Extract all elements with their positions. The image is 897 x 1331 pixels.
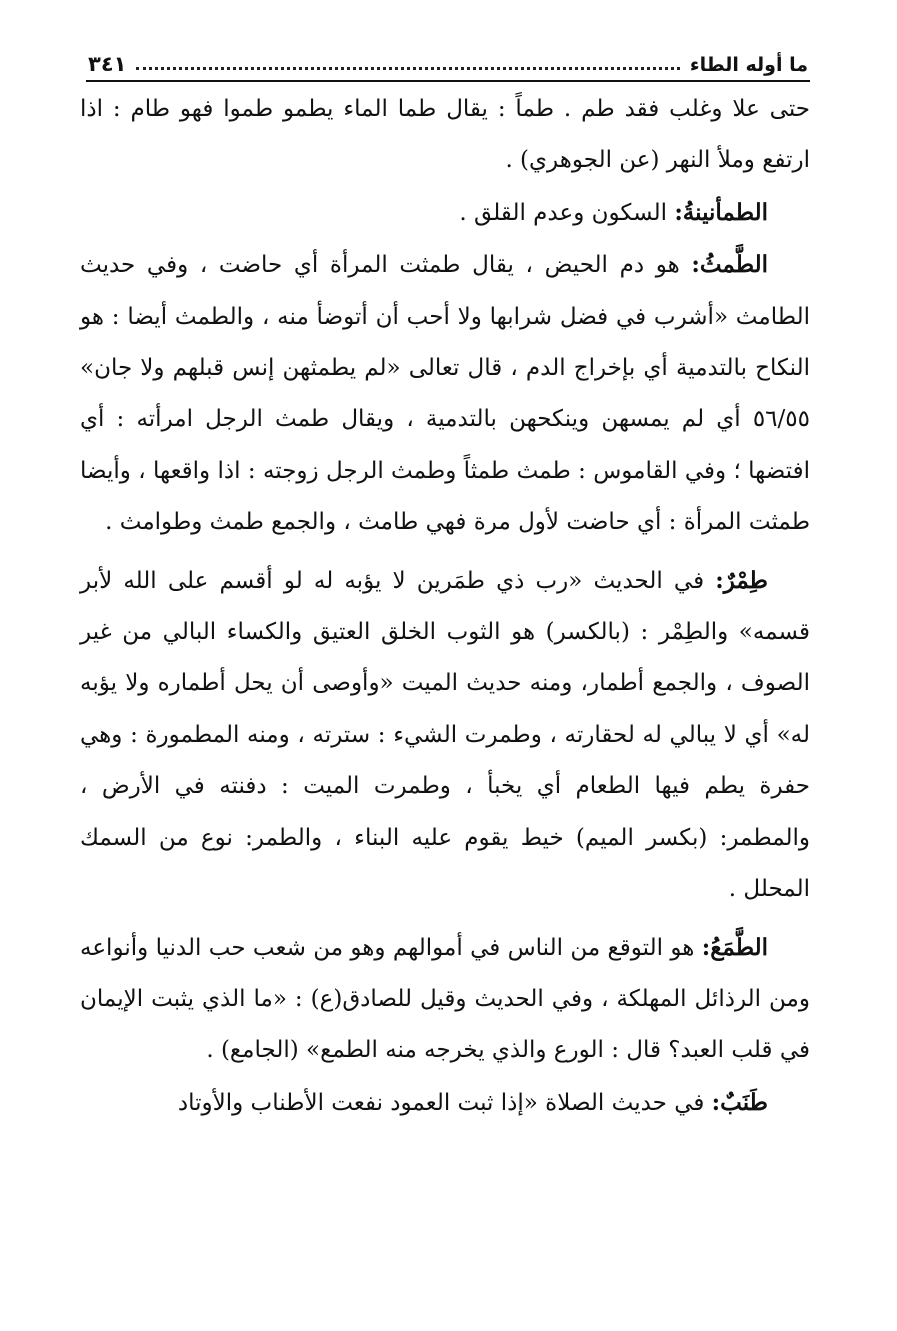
entry-text: هو دم الحيض ، يقال طمثت المرأة أي حاضت ، وفي حديث الطامث «أشرب في فضل شرابها ولا أحب أن أتوضأ منه ، والطمث أيضا : هو النكاح بالتدمية أي بإخراج الدم ، قال تعالى «لم يطمثهن إنس قبلهم ولا جان» ٥٦/٥٥ أي لم يمسهن وينكحهن بالتدمية ، ويقال طمث الرجل امرأته : أي افتضها ؛ وفي القاموس : طمث طمثاً وطمث الرجل زوجته : اذا واقعها ، وأيضا طمثت المرأة : أي حاضت لأول مرة فهي طامث ، والجمع طمث وطوامث . [80, 252, 810, 536]
entry-tama [80, 922, 810, 1077]
section-title: ما أوله الطاء [689, 54, 808, 76]
entry-headword: الطَّمَعُ: [701, 933, 768, 961]
header-rule [86, 80, 810, 82]
page-number: ٣٤١ [88, 52, 127, 76]
entry-text: في الحديث «رب ذي طمَرين لا يؤبه له لو أقسم على الله لأبر قسمه» والطِمْر : (بالكسر) هو الثوب الخلق العتيق والكساء البالي من غير الصوف ، والجمع أطمار، ومنه حديث الميت «وأوصى أن يحل أطماره ولا يؤبه له» أي لا يبالي له لحقارته ، وطمرت الشيء : سترته ، ومنه المطمورة : وهي حفرة يطم فيها الطعام أي يخبأ ، وطمرت الميت : دفنته في الأرض ، والمطمر: (بكسر الميم) خيط يقوم عليه البناء ، والطمر: نوع من السمك المحلل . [80, 567, 810, 903]
entry-headword: الطَّمثُ: [691, 251, 768, 279]
entry-tumanina [80, 187, 810, 239]
entry-continuation [80, 84, 810, 187]
entry-text: في حديث الصلاة «إذا ثبت العمود نفعت الأطناب والأوتاد [177, 1089, 712, 1116]
entry-headword: الطمأنينةُ: [674, 198, 768, 226]
entry-tamth [80, 239, 810, 548]
running-header [88, 36, 808, 76]
leader-dots [136, 66, 679, 70]
entry-headword: طَنَبٌ: [711, 1088, 768, 1116]
entry-headword: طِمْرٌ: [715, 566, 768, 594]
entry-text: السكون وعدم القلق . [459, 199, 675, 226]
entry-text: هو التوقع من الناس في أموالهم وهو من شعب حب الدنيا وأنواعه ومن الرذائل المهلكة ، وفي الحديث وقيل للصادق(ع) : «ما الذي يثبت الإيمان في قلب العبد؟ قال : الورع والذي يخرجه منه الطمع» (الجامع) . [80, 934, 810, 1064]
entry-timr [80, 555, 810, 916]
entry-text: حتى علا وغلب فقد طم . طماً : يقال طما الماء يطمو طموا فهو طام : اذا ارتفع وملأ النهر (عن الجوهري) . [80, 96, 810, 174]
entry-tanab [80, 1077, 810, 1129]
page-body [80, 84, 810, 1129]
